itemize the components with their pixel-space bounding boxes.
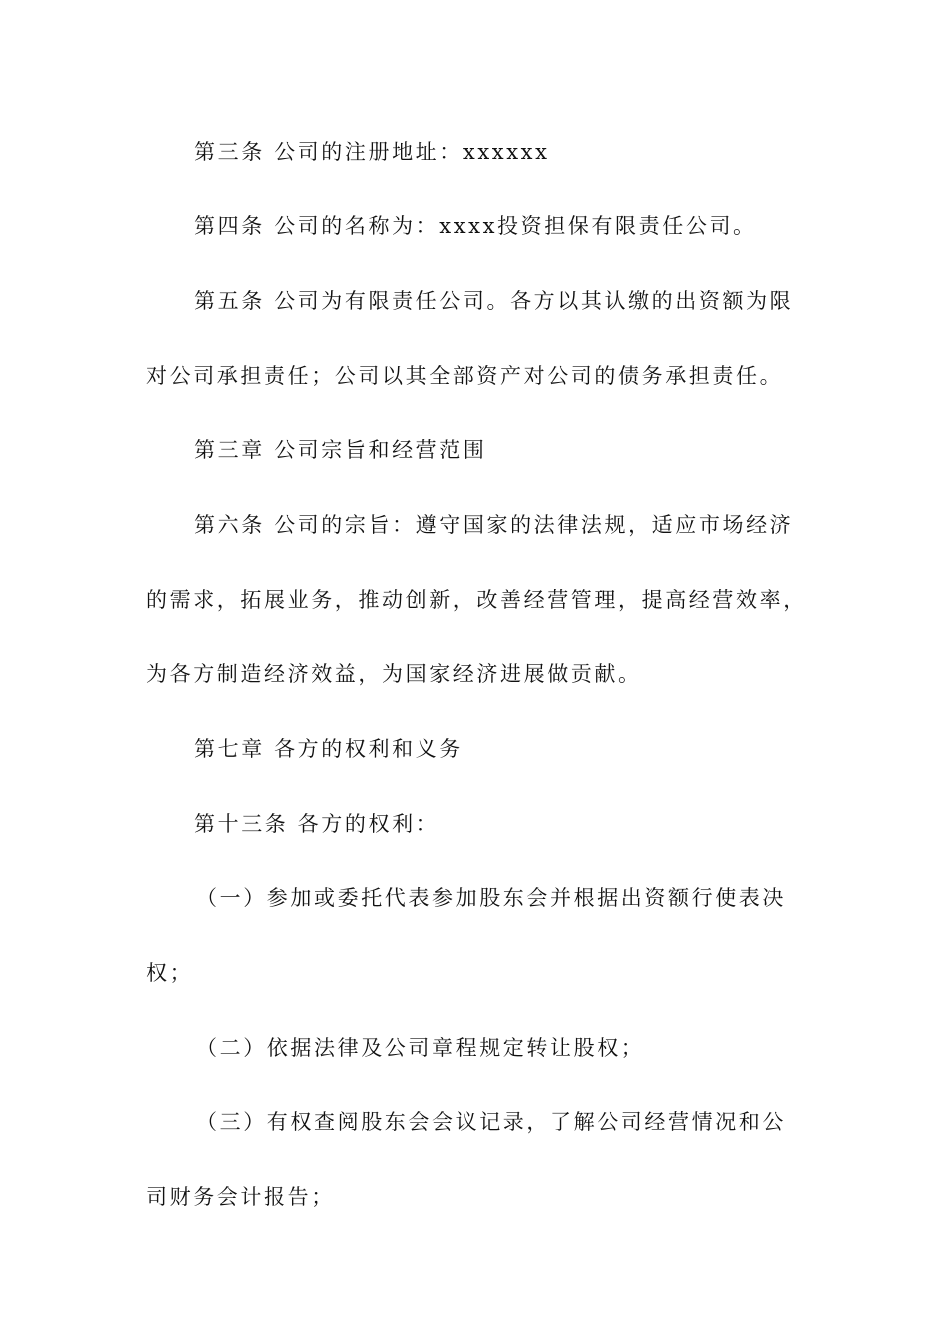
article-6-line-2: 的需求，拓展业务，推动创新，改善经营管理，提高经营效率， [146, 588, 807, 612]
chapter-7-heading: 第七章 各方的权利和义务 [194, 737, 463, 761]
item-2-line: （二）依据法律及公司章程规定转让股权； [196, 1036, 645, 1060]
item-3-line-1: （三）有权查阅股东会会议记录，了解公司经营情况和公 [196, 1110, 786, 1134]
article-4-line: 第四条 公司的名称为：xxxx投资担保有限责任公司。 [194, 214, 757, 238]
article-5-line-1: 第五条 公司为有限责任公司。各方以其认缴的出资额为限 [194, 289, 794, 313]
item-3-line-2: 司财务会计报告； [146, 1185, 335, 1209]
article-6-line-1: 第六条 公司的宗旨：遵守国家的法律法规，适应市场经济 [194, 513, 794, 537]
article-6-line-3: 为各方制造经济效益，为国家经济进展做贡献。 [146, 662, 642, 686]
item-1-line-2: 权； [146, 961, 194, 985]
chapter-3-heading: 第三章 公司宗旨和经营范围 [194, 438, 487, 462]
article-3-line: 第三条 公司的注册地址：xxxxxx [194, 140, 550, 164]
item-1-line-1: （一）参加或委托代表参加股东会并根据出资额行使表决 [196, 886, 786, 910]
article-5-line-2: 对公司承担责任；公司以其全部资产对公司的债务承担责任。 [146, 364, 784, 388]
article-13-line: 第十三条 各方的权利： [194, 812, 440, 836]
